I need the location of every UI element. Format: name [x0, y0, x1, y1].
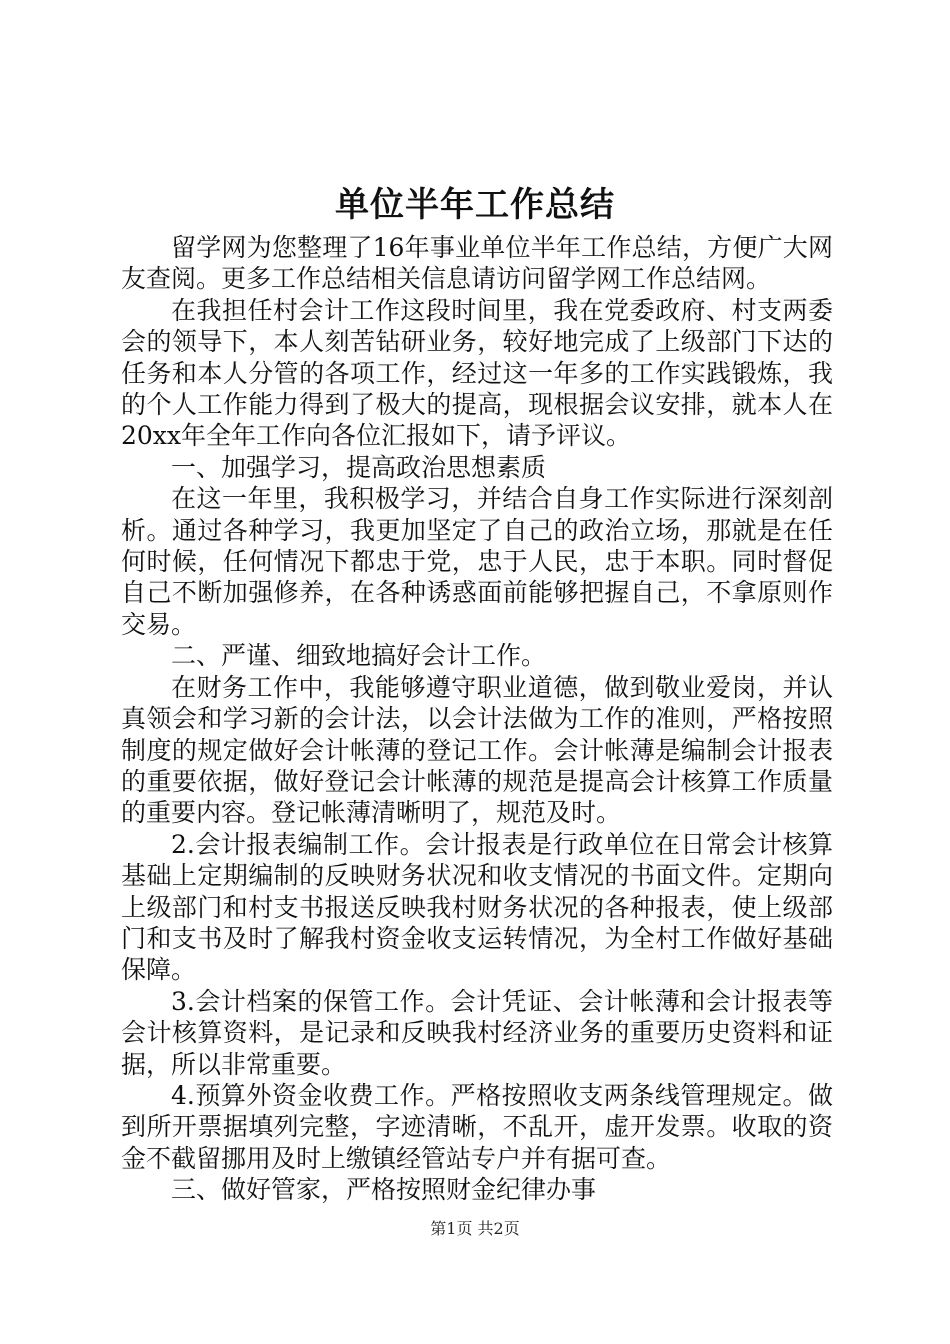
paragraph-item-3: 3.会计档案的保管工作。会计凭证、会计帐薄和会计报表等会计核算资料，是记录和反映我村经济业务的重要历史资料和证据，所以非常重要。: [121, 986, 833, 1079]
paragraph-opening: 在我担任村会计工作这段时间里，我在党委政府、村支两委会的领导下，本人刻苦钻研业务，较好地完成了上级部门下达的任务和本人分管的各项工作，经过这一年多的工作实践锻炼，我的个人工作能力得到了极大的提高，现根据会议安排，就本人在20xx年全年工作向各位汇报如下，请予评议。: [121, 295, 833, 451]
document-body: [121, 232, 833, 1206]
section-heading-1: 一、加强学习，提高政治思想素质: [171, 452, 547, 482]
section-heading-2: 二、严谨、细致地搞好会计工作。: [171, 641, 547, 671]
paragraph-intro: 留学网为您整理了16年事业单位半年工作总结，方便广大网友查阅。更多工作总结相关信息请访问留学网工作总结网。: [121, 233, 833, 294]
paragraph-item-4: 4.预算外资金收费工作。严格按照收支两条线管理规定。做到所开票据填列完整，字迹清晰，不乱开，虚开发票。收取的资金不截留挪用及时上缴镇经管站专户并有据可查。: [121, 1080, 833, 1173]
paragraph-accounting: 在财务工作中，我能够遵守职业道德，做到敬业爱岗，并认真领会和学习新的会计法，以会计法做为工作的准则，严格按照制度的规定做好会计帐薄的登记工作。会计帐薄是编制会计报表的重要依据，做好登记会计帐薄的规范是提高会计核算工作质量的重要内容。登记帐薄清晰明了，规范及时。: [121, 672, 833, 828]
document-title: 单位半年工作总结: [335, 185, 615, 225]
page-number-footer: 第1页 共2页: [430, 1219, 520, 1238]
section-heading-3: 三、做好管家，严格按照财金纪律办事: [171, 1175, 597, 1205]
paragraph-study: 在这一年里，我积极学习，并结合自身工作实际进行深刻剖析。通过各种学习，我更加坚定了自己的政治立场，那就是在任何时候，任何情况下都忠于党，忠于人民，忠于本职。同时督促自己不断加强修养，在各种诱惑面前能够把握自己，不拿原则作交易。: [121, 484, 833, 639]
paragraph-item-2: 2.会计报表编制工作。会计报表是行政单位在日常会计核算基础上定期编制的反映财务状况和收支情况的书面文件。定期向上级部门和村支书报送反映我村财务状况的各种报表，使上级部门和支书及时了解我村资金收支运转情况，为全村工作做好基础保障。: [121, 829, 833, 985]
